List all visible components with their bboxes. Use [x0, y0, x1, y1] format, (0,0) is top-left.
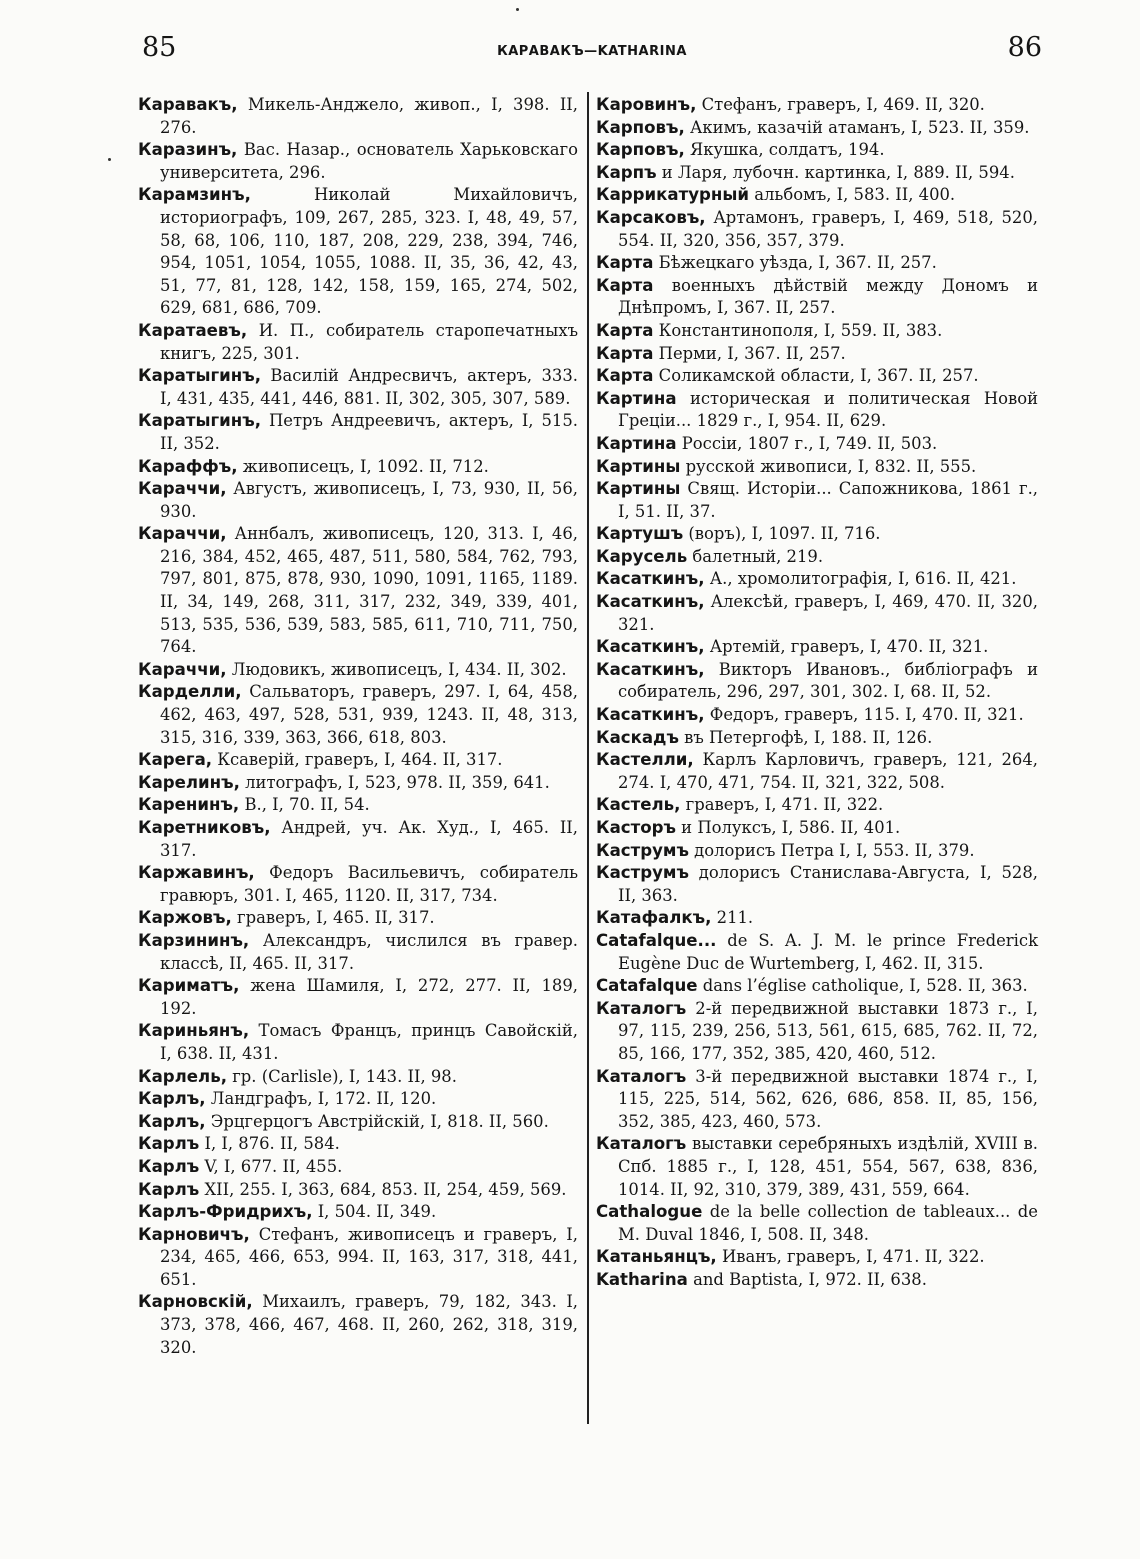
index-entry — [138, 478, 578, 523]
entry-text: выставки серебряныхъ издѣлій, XVIII в. Спб. 1885 г., I, 128, 451, 554, 567, 638, 836, 1014. II, 92, 310, 379, 389, 431, 559, 664. — [618, 1134, 1038, 1199]
index-entry — [596, 207, 1038, 252]
index-entry — [596, 975, 1038, 998]
entry-text: живописецъ, I, 1092. II, 712. — [237, 456, 489, 476]
index-entry — [596, 388, 1038, 433]
entry-headword: Каретниковъ, — [138, 818, 271, 837]
entry-headword: Картины — [596, 456, 681, 476]
entry-text: балетный, 219. — [687, 546, 824, 566]
entry-text: I, 504. II, 349. — [312, 1202, 437, 1222]
entry-headword: Каратыгинъ, — [138, 366, 261, 386]
entry-text: Артемій, граверъ, I, 470. II, 321. — [704, 637, 989, 657]
entry-headword: Картина — [596, 433, 677, 453]
entry-text: Людовикъ, живописецъ, I, 434. II, 302. — [226, 659, 567, 679]
index-entry — [138, 94, 578, 139]
entry-headword: Каструмъ — [596, 840, 689, 860]
index-entry — [138, 1224, 578, 1292]
entry-headword: Каразинъ, — [138, 140, 238, 160]
entry-headword: Карлъ — [138, 1134, 200, 1154]
entry-text: Соликамской области, I, 367. II, 257. — [653, 366, 979, 386]
index-entry — [138, 1088, 578, 1111]
index-entry — [138, 1133, 578, 1156]
entry-headword: Карта — [596, 366, 654, 386]
entry-text: альбомъ, I, 583. II, 400. — [749, 185, 956, 205]
entry-headword: Карлъ — [138, 1156, 200, 1176]
entry-text: Аннбалъ, живописецъ, 120, 313. I, 46, 216, 384, 452, 465, 487, 511, 580, 584, 762, 793, 797, 801, 875, 878, 930, 1090, 1091, 1165, 1189. II, 34, 149, 268, 311, 317, 232, 349, 339, 401, 513, 535, 536, 539, 583, 585, 611, 710, 711, 750, 764. — [160, 524, 578, 657]
print-speck — [516, 8, 519, 11]
index-entry — [596, 817, 1038, 840]
entry-headword: Караччи, — [138, 524, 227, 544]
entry-headword: Катаньянцъ, — [596, 1247, 717, 1267]
entry-text: Перми, I, 367. II, 257. — [653, 343, 846, 363]
index-entry — [596, 840, 1038, 863]
entry-text: dans l’église catholique, I, 528. II, 363. — [697, 976, 1028, 996]
running-head: КАРАВАКЪ—KATHARINA — [497, 44, 687, 59]
entry-headword: Каскадъ — [596, 727, 679, 747]
entry-text: въ Петергофѣ, I, 188. II, 126. — [678, 727, 933, 747]
entry-text: Иванъ, граверъ, I, 471. II, 322. — [716, 1247, 985, 1267]
index-entry — [596, 862, 1038, 907]
entry-headword: Каструмъ — [596, 863, 689, 883]
index-entry — [596, 659, 1038, 704]
index-entry — [596, 478, 1038, 523]
index-entry — [596, 184, 1038, 207]
index-entry — [138, 749, 578, 772]
index-entry — [138, 365, 578, 410]
entry-headword: Каталогъ — [596, 998, 687, 1018]
entry-text: В., I, 70. II, 54. — [239, 795, 370, 815]
entry-text: Свящ. Исторіи... Сапожникова, 1861 г., I, 51. II, 37. — [618, 479, 1038, 521]
entry-headword: Карта — [596, 253, 654, 273]
entry-text: граверъ, I, 471. II, 322. — [680, 795, 884, 815]
entry-text: Акимъ, казачій атаманъ, I, 523. II, 359. — [684, 117, 1030, 137]
entry-text: Бѣжецкаго уѣзда, I, 367. II, 257. — [653, 253, 937, 273]
index-entry — [596, 930, 1038, 975]
index-entry — [596, 365, 1038, 388]
entry-headword: Карлъ, — [138, 1089, 206, 1109]
entry-headword: Каржовъ, — [138, 908, 232, 928]
page-header — [142, 32, 1042, 72]
entry-headword: Карповъ, — [596, 140, 685, 160]
column-divider — [587, 92, 589, 1424]
entry-text: граверъ, I, 465. II, 317. — [231, 908, 435, 928]
index-entry — [596, 546, 1038, 569]
index-entry — [596, 162, 1038, 185]
entry-text: Ландграфъ, I, 172. II, 120. — [205, 1089, 437, 1109]
index-entry — [596, 117, 1038, 140]
entry-headword: Караччи, — [138, 479, 227, 499]
entry-text: I, I, 876. II, 584. — [199, 1134, 340, 1154]
entry-headword: Картушъ — [596, 524, 684, 544]
entry-headword: Каррикатурный — [596, 185, 750, 205]
index-entry — [138, 907, 578, 930]
entry-text: А., хромолитографія, I, 616. II, 421. — [704, 569, 1017, 589]
index-entry — [138, 184, 578, 320]
index-entry — [138, 523, 578, 659]
entry-text: Августъ, живописецъ, I, 73, 930, II, 56, 930. — [160, 479, 578, 521]
entry-text: Михаилъ, граверъ, 79, 182, 343. I, 373, 378, 466, 467, 468. II, 260, 262, 318, 319, 320. — [160, 1292, 578, 1357]
entry-headword: Каржавинъ, — [138, 863, 255, 883]
entry-headword: Каратыгинъ, — [138, 411, 261, 431]
entry-text: и Ларя, лубочн. картинка, I, 889. II, 594. — [656, 162, 1015, 182]
entry-headword: Карта — [596, 320, 654, 340]
index-entry — [138, 681, 578, 749]
index-entry — [596, 1066, 1038, 1134]
entry-text: Карлъ Карловичъ, граверъ, 121, 264, 274. I, 470, 471, 754. II, 321, 322, 508. — [618, 750, 1038, 792]
entry-text: литографъ, I, 523, 978. II, 359, 641. — [239, 772, 550, 792]
entry-headword: Katharina — [596, 1269, 688, 1289]
entry-headword: Карамзинъ, — [138, 185, 251, 205]
entry-headword: Каталогъ — [596, 1134, 687, 1154]
index-entry — [596, 320, 1038, 343]
index-entry — [138, 1201, 578, 1224]
entry-headword: Каталогъ — [596, 1066, 687, 1086]
index-entry — [596, 907, 1038, 930]
entry-headword: Карсаковъ, — [596, 207, 706, 227]
entry-headword: Карлъ, — [138, 1111, 206, 1131]
entry-text: Андрей, уч. Ак. Худ., I, 465. II, 317. — [160, 818, 578, 860]
index-entry — [596, 591, 1038, 636]
entry-text: de la belle collection de tableaux... de M. Duval 1846, I, 508. II, 348. — [618, 1202, 1038, 1244]
index-entry — [596, 139, 1038, 162]
index-entry — [138, 1179, 578, 1202]
index-entry — [596, 523, 1038, 546]
index-entry — [138, 1066, 578, 1089]
entry-headword: Касаткинъ, — [596, 659, 705, 679]
entry-headword: Касаткинъ, — [596, 569, 705, 589]
index-entry — [596, 568, 1038, 591]
entry-text: Федоръ Васильевичъ, собиратель гравюръ, 301. I, 465, 1120. II, 317, 734. — [160, 863, 578, 905]
entry-text: and Baptista, I, 972. II, 638. — [687, 1269, 927, 1289]
entry-headword: Караччи, — [138, 659, 227, 679]
index-entry — [596, 252, 1038, 275]
index-entry — [596, 1246, 1038, 1269]
entry-headword: Картина — [596, 388, 677, 408]
entry-headword: Карлъ — [138, 1179, 200, 1199]
index-entry — [138, 410, 578, 455]
entry-headword: Катафалкъ, — [596, 908, 712, 928]
entry-text: Петръ Андреевичъ, актеръ, I, 515. II, 352. — [160, 411, 578, 453]
entry-headword: Карлъ-Фридрихъ, — [138, 1202, 313, 1222]
entry-headword: Карпъ — [596, 162, 657, 182]
index-entry — [138, 772, 578, 795]
index-entry — [596, 433, 1038, 456]
entry-text: 211. — [711, 908, 754, 928]
entry-headword: Карновскій, — [138, 1292, 253, 1312]
entry-text: русской живописи, I, 832. II, 555. — [680, 456, 977, 476]
index-entry — [596, 1269, 1038, 1292]
entry-text: de S. A. J. M. le prince Frederick Eugène Duc de Wurtemberg, I, 462. II, 315. — [618, 930, 1038, 973]
entry-headword: Кариньянъ, — [138, 1021, 250, 1041]
entry-headword: Кариматъ, — [138, 976, 240, 996]
left-page-number: 85 — [142, 32, 177, 63]
entry-text: историческая и политическая Новой Греціи... 1829 г., I, 954. II, 629. — [618, 388, 1038, 431]
index-entry — [596, 343, 1038, 366]
entry-headword: Catafalque... — [596, 930, 717, 950]
entry-text: XII, 255. I, 363, 684, 853. II, 254, 459, 569. — [199, 1179, 567, 1199]
index-entry — [596, 636, 1038, 659]
index-entry — [138, 794, 578, 817]
entry-headword: Караффъ, — [138, 456, 238, 476]
index-entry — [596, 727, 1038, 750]
entry-text: Микель-Анджело, живоп., I, 398. II, 276. — [160, 95, 578, 137]
entry-headword: Каренинъ, — [138, 795, 240, 815]
index-entry — [596, 94, 1038, 117]
index-entry — [138, 139, 578, 184]
index-entry — [138, 975, 578, 1020]
index-entry — [138, 456, 578, 479]
entry-headword: Касаткинъ, — [596, 592, 705, 612]
entry-headword: Каравакъ, — [138, 95, 238, 114]
entry-text: 2-й передвижной выставки 1873 г., I, 97, 115, 239, 256, 513, 561, 615, 685, 762. II, 72, 85, 166, 177, 352, 385, 420, 460, 512. — [618, 998, 1038, 1063]
index-entry — [596, 456, 1038, 479]
entry-text: Сальваторъ, граверъ, 297. I, 64, 458, 462, 463, 497, 528, 531, 939, 1243. II, 48, 313, 315, 316, 339, 363, 366, 618, 803. — [160, 682, 578, 747]
entry-headword: Карповъ, — [596, 117, 685, 137]
entry-text: и Полуксъ, I, 586. II, 401. — [675, 818, 901, 837]
right-column — [596, 94, 1038, 1291]
entry-text: Николай Михайловичъ, историографъ, 109, 267, 285, 323. I, 48, 49, 57, 58, 68, 106, 110, 187, 208, 229, 238, 394, 746, 954, 1051, 1054, 1055, 1088. II, 35, 36, 42, 43, 51, 77, 81, 128, 142, 158, 159, 165, 274, 502, 629, 681, 686, 709. — [160, 185, 578, 318]
entry-headword: Карусель — [596, 546, 688, 566]
entry-text: (воръ), I, 1097. II, 716. — [683, 524, 881, 544]
index-entry — [596, 275, 1038, 320]
print-speck — [108, 158, 111, 161]
entry-text: Ксаверій, граверъ, I, 464. II, 317. — [212, 750, 503, 770]
index-entry — [596, 794, 1038, 817]
entry-headword: Карновичъ, — [138, 1224, 250, 1244]
entry-headword: Картины — [596, 479, 681, 499]
entry-text: Федоръ, граверъ, 115. I, 470. II, 321. — [704, 705, 1024, 725]
entry-text: Александръ, числился въ гравер. классѣ, II, 465. II, 317. — [160, 930, 578, 973]
entry-headword: Каратаевъ, — [138, 320, 248, 340]
entry-headword: Карелинъ, — [138, 772, 240, 792]
left-column — [138, 94, 578, 1359]
index-entry — [138, 320, 578, 365]
index-entry — [138, 817, 578, 862]
index-entry — [596, 704, 1038, 727]
entry-text: военныхъ дѣйствій между Дономъ и Днѣпромъ, I, 367. II, 257. — [618, 275, 1038, 318]
entry-text: Стефанъ, граверъ, I, 469. II, 320. — [696, 95, 985, 114]
index-entry — [596, 749, 1038, 794]
entry-text: Алексѣй, граверъ, I, 469, 470. II, 320, 321. — [618, 592, 1038, 634]
entry-headword: Касторъ — [596, 818, 676, 837]
entry-text: долорисъ Петра I, I, 553. II, 379. — [688, 840, 975, 860]
entry-text: И. П., собиратель старопечатныхъ книгъ, 225, 301. — [160, 320, 578, 363]
entry-headword: Кастелли, — [596, 750, 694, 770]
index-entry — [138, 1111, 578, 1134]
entry-text: 3-й передвижной выставки 1874 г., I, 115, 225, 514, 562, 626, 686, 858. II, 85, 156, 352, 385, 423, 460, 573. — [618, 1066, 1038, 1131]
entry-headword: Каровинъ, — [596, 95, 697, 114]
entry-text: V, I, 677. II, 455. — [199, 1156, 343, 1176]
entry-headword: Карзининъ, — [138, 930, 250, 950]
entry-headword: Карта — [596, 275, 654, 295]
entry-headword: Кастель, — [596, 795, 681, 815]
entry-headword: Карта — [596, 343, 654, 363]
index-entry — [138, 659, 578, 682]
index-entry — [138, 1156, 578, 1179]
entry-text: Россіи, 1807 г., I, 749. II, 503. — [676, 433, 938, 453]
right-page-number: 86 — [1007, 32, 1042, 63]
entry-text: Викторъ Ивановъ., библіографъ и собиратель, 296, 297, 301, 302. I, 68. II, 52. — [618, 659, 1038, 702]
entry-text: Эрцгерцогъ Австрійскій, I, 818. II, 560. — [205, 1111, 549, 1131]
entry-text: Константинополя, I, 559. II, 383. — [653, 320, 943, 340]
index-entry — [138, 930, 578, 975]
entry-headword: Cathalogue — [596, 1202, 703, 1222]
entry-text: жена Шамиля, I, 272, 277. II, 189, 192. — [160, 976, 578, 1018]
index-entry — [138, 1291, 578, 1359]
entry-text: Артамонъ, граверъ, I, 469, 518, 520, 554. II, 320, 356, 357, 379. — [618, 207, 1038, 250]
index-entry — [596, 1133, 1038, 1201]
entry-headword: Карделли, — [138, 682, 242, 702]
entry-text: Якушка, солдатъ, 194. — [684, 140, 885, 160]
index-entry — [138, 862, 578, 907]
index-entry — [596, 1201, 1038, 1246]
index-entry — [138, 1020, 578, 1065]
entry-headword: Касаткинъ, — [596, 705, 705, 725]
entry-text: гр. (Carlisle), I, 143. II, 98. — [227, 1066, 457, 1086]
index-entry — [596, 998, 1038, 1066]
entry-headword: Карлель, — [138, 1066, 227, 1086]
entry-headword: Касаткинъ, — [596, 637, 705, 657]
entry-text: Вас. Назар., основатель Харьковскаго университета, 296. — [160, 140, 578, 182]
entry-headword: Catafalque — [596, 976, 698, 996]
entry-text: Томасъ Францъ, принцъ Савойскій, I, 638. II, 431. — [160, 1021, 578, 1063]
entry-text: Стефанъ, живописецъ и граверъ, I, 234, 465, 466, 653, 994. II, 163, 317, 318, 441, 651. — [160, 1224, 578, 1289]
entry-text: Василій Андресвичъ, актеръ, 333. I, 431, 435, 441, 446, 881. II, 302, 305, 307, 589. — [160, 366, 578, 408]
entry-headword: Карега, — [138, 750, 213, 770]
entry-text: долорисъ Станислава-Августа, I, 528, II, 363. — [618, 863, 1038, 905]
